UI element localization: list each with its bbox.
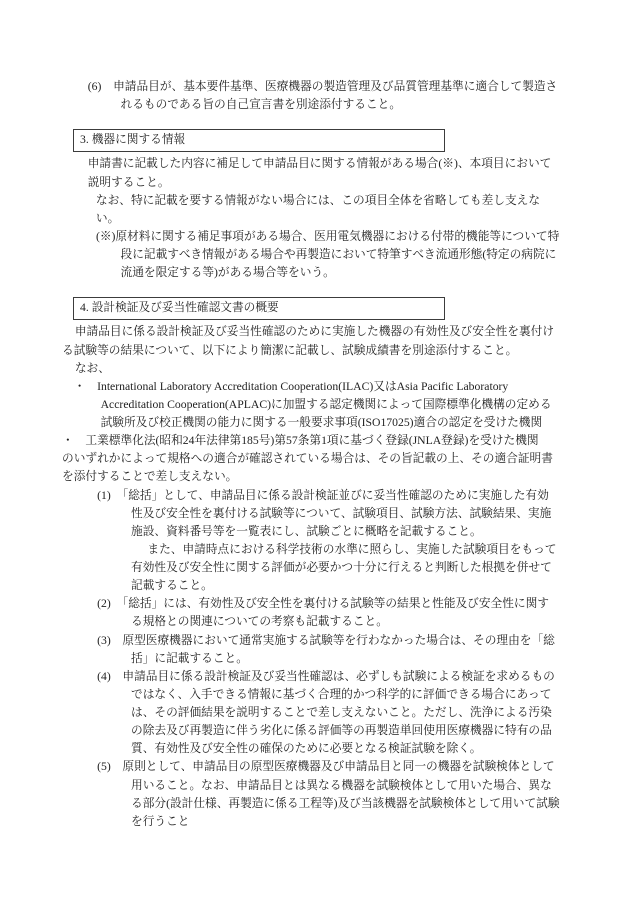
item-5-paragraph: (5) 原則として、申請品目の原型医療機器及び申請品目と同一の機器を試験検体として用いること。なお、申請品目とは異なる機器を試験検体として用いた場合、異なる部分(設計仕様、再製造に係る工程等)及び当該機器を試験検体として用いて試験を行うこと	[97, 760, 560, 828]
accreditation-bullet: ・ International Laboratory Accreditation Cooperation(ILAC)又はAsia Pacific Laboratory Accreditation Cooperation(APLAC)に加盟する認定機関によって国際標準化機構の定める試験所及び校正機関の能力に関する一般要求事項(ISO17025)適合の認定を受けた機関	[73, 379, 552, 429]
section-3-nao-paragraph: なお、特に記載を要する情報がない場合には、この項目全体を省略しても差し支えない。	[95, 193, 541, 225]
item-2-paragraph: (2) 「総括」には、有効性及び安全性を裏付ける試験等の結果と性能及び安全性に関する規格との関連についての考察も記載すること。	[97, 597, 549, 629]
section-3-note-paragraph: (※)原材料に関する補足事項がある場合、医用電気機器における付帯的機能等について特段に記載すべき情報がある場合や再製造において特筆すべき流通形態(特定の病院に流通を限定する等)がある場合等をいう。	[95, 229, 560, 280]
section-4-heading: 4. 設計検証及び妥当性確認文書の概要	[73, 297, 445, 320]
item-4-paragraph: (4) 申請品目に係る設計検証及び妥当性確認は、必ずしも試験による検証を求めるものではなく、入手できる情報に基づく合理的かつ科学的に評価できる場合にあっては、その評価結果を説明することで差し支えないこと。ただし、洗浄による汚染の除去及び再製造に伴う劣化に係る評価等の再製造単回使用医療機器に特有の品質、有効性及び安全性の確保のために必要となる検証試験を除く。	[97, 669, 555, 756]
document-body	[62, 78, 560, 831]
jnla-bullet: ・ 工業標準化法(昭和24年法律第185号)第57条第1項に基づく登録(JNLA登録)を受けた機関	[62, 434, 539, 448]
section-4-nao-line: なお、	[74, 361, 110, 375]
item-1-supplement-paragraph: また、申請時点における科学技術の水準に照らし、実施した試験項目をもって有効性及び安全性に関する評価が必要かつ十分に行えると判断した根拠を併せて記載すること。	[131, 542, 557, 593]
section-4-intro-paragraph: 申請品目に係る設計検証及び妥当性確認のために実施した機器の有効性及び安全性を裏付ける試験等の結果について、以下により簡潔に記載し、試験成績書を別途添付すること。	[62, 325, 555, 357]
item-1-paragraph: (1) 「総括」として、申請品目に係る設計検証並びに妥当性確認のために実施した有効性及び安全性を裏付ける試験等について、試験項目、試験方法、試験結果、実施施設、資料番号等を一覧表にし、試験ごとに概略を記載すること。	[97, 488, 552, 538]
section-3-intro-paragraph: 申請書に記載した内容に補足して申請品目に関する情報がある場合(※)、本項目において説明すること。	[87, 157, 552, 189]
section-3-heading: 3. 機器に関する情報	[73, 129, 445, 152]
conformity-continuation-paragraph: のいずれかによって規格への適合が確認されている場合は、その旨記載の上、その適合証明書を添付することで差し支えない。	[62, 452, 553, 484]
item-6-paragraph: (6) 申請品目が、基本要件基準、医療機器の製造管理及び品質管理基準に適合して製造されるものである旨の自己宣言書を別途添付すること。	[87, 80, 558, 112]
item-3-paragraph: (3) 原型医療機器において通常実施する試験等を行わなかった場合は、その理由を「総括」に記載すること。	[97, 633, 555, 665]
